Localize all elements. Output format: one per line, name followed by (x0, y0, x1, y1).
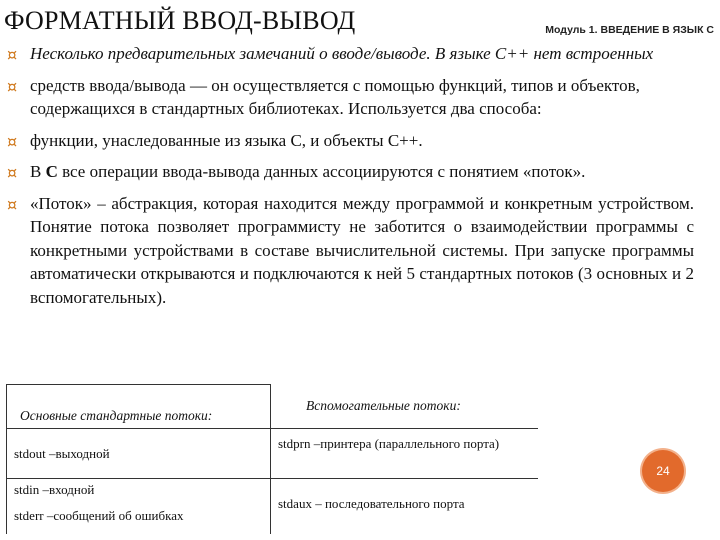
bullet-item-3 (6, 129, 694, 153)
bullet-text: функции, унаследованные из языка С, и объекты С++. (30, 130, 423, 150)
table-main-header-line (6, 428, 270, 429)
bullet-item-2 (6, 74, 694, 121)
main-stream-stdin: stdin –входной (14, 482, 95, 497)
bullet-item-4 (6, 160, 694, 184)
main-streams-header: Основные стандартные потоки: (20, 408, 213, 423)
bullet-text: средств ввода/вывода — он осуществляется с помощью функций, типов и объектов, содержащихся в стандартных библиотеках. Используется два способа: (30, 75, 640, 118)
bullet-suffix: все операции ввода-вывода данных ассоциируются с понятием «поток». (57, 162, 586, 181)
bullet-marker-icon: ¤ (7, 194, 18, 214)
main-stream-stderr: stderr –сообщений об ошибках (14, 508, 184, 523)
bullet-list (6, 42, 694, 317)
bullet-item-5 (6, 192, 694, 310)
aux-stream-stdaux: stdaux – последовательного порта (278, 496, 465, 511)
table-middle-border (270, 384, 271, 534)
table-aux-row-line (270, 478, 538, 479)
bullet-item-1 (6, 42, 694, 66)
aux-streams-header: Вспомогательные потоки: (306, 398, 461, 413)
bullet-text (30, 162, 585, 181)
page-number-badge: 24 (642, 450, 684, 492)
table-aux-header-line (270, 428, 538, 429)
bullet-strong-c: С (45, 162, 58, 181)
bullet-marker-icon: ¤ (7, 131, 18, 151)
bullet-prefix: В (30, 162, 46, 181)
table-main-row-line (6, 478, 270, 479)
bullet-text: Несколько предварительных замечаний о вводе/выводе. В языке С++ нет встроенных (30, 44, 654, 63)
module-label: Модуль 1. ВВЕДЕНИЕ В ЯЗЫК С (545, 24, 714, 36)
main-stream-stdout: stdout –выходной (14, 446, 110, 461)
bullet-marker-icon: ¤ (7, 76, 18, 96)
aux-stream-stdprn: stdprn –принтера (параллельного порта) (278, 436, 500, 451)
slide-title: ФОРМАТНЫЙ ВВОД-ВЫВОД (4, 6, 356, 35)
bullet-marker-icon: ¤ (7, 163, 18, 182)
table-left-border (6, 384, 7, 534)
bullet-marker-icon: ¤ (7, 45, 18, 64)
table-top-border (6, 384, 270, 385)
bullet-text: «Поток» – абстракция, которая находится между программой и конкретным устройством. Понятие потока позволяет программисту не заботится о взаимодействии программы с конкретными устройствами в составе вычислительной системы. При запуске программы автоматически открываются и подключаются к ней 5 стандартных потоков (3 основных и 2 вспомогательных). (30, 193, 694, 307)
